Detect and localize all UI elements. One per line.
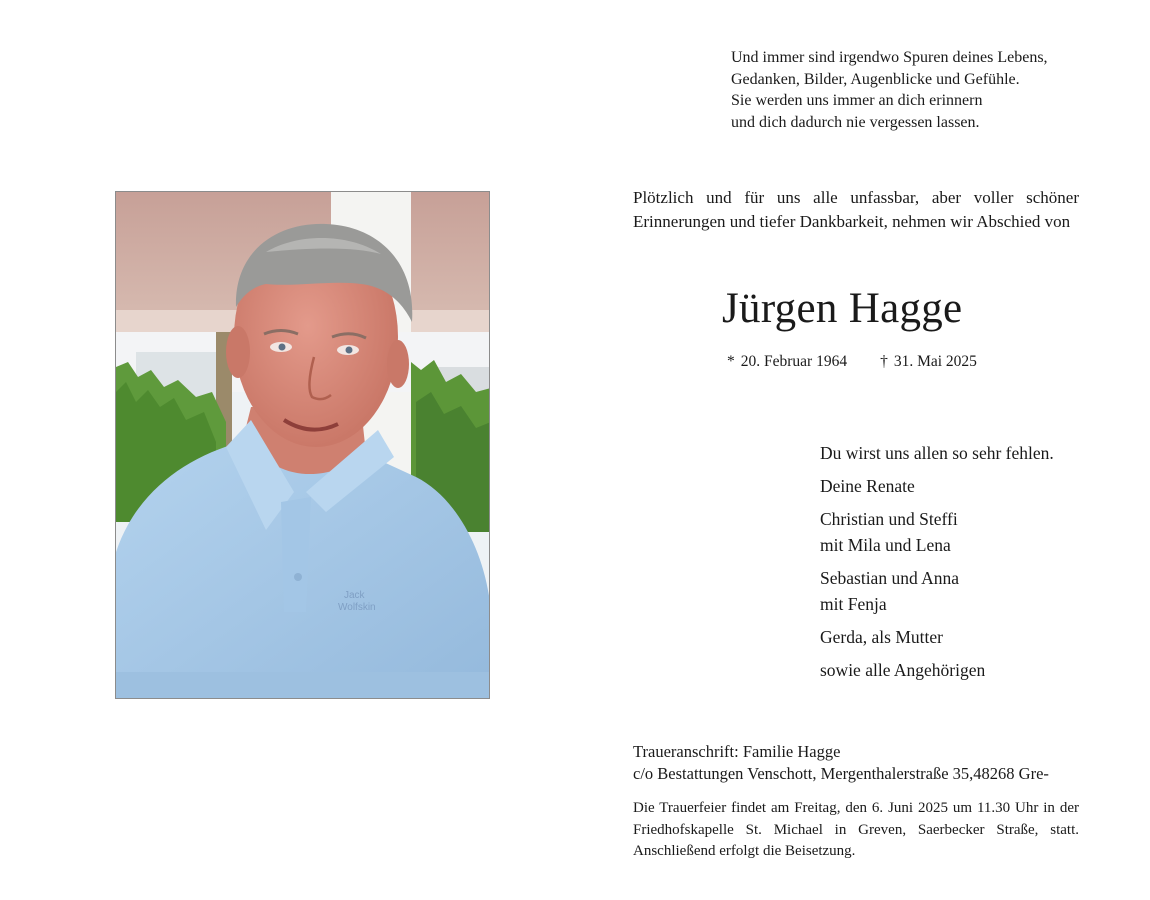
poem-line: und dich dadurch nie vergessen lassen. bbox=[731, 113, 980, 131]
family-line: sowie alle Angehörigen bbox=[820, 660, 986, 680]
family-farewell bbox=[820, 440, 1110, 466]
family-line: Deine Renate bbox=[820, 476, 915, 496]
deceased-name: Jürgen Hagge bbox=[722, 285, 963, 332]
death-date: 31. Mai 2025 bbox=[893, 353, 977, 370]
portrait-photo bbox=[115, 191, 490, 699]
family-list bbox=[820, 440, 1110, 690]
family-member bbox=[820, 657, 1110, 683]
birth-date: 20. Februar 1964 bbox=[740, 353, 848, 370]
shirt-logo-text: Wolfskin bbox=[338, 602, 376, 613]
address-line: Traueranschrift: Familie Hagge bbox=[633, 742, 841, 761]
family-member bbox=[820, 506, 1110, 558]
family-line: Gerda, als Mutter bbox=[820, 627, 943, 647]
portrait-illustration bbox=[116, 192, 490, 699]
family-line: mit Mila und Lena bbox=[820, 535, 951, 555]
family-line: Sebastian und Anna bbox=[820, 568, 960, 588]
family-member bbox=[820, 565, 1110, 617]
shirt-logo-text: Jack bbox=[344, 590, 365, 601]
life-dates bbox=[727, 352, 1087, 372]
family-line: mit Fenja bbox=[820, 594, 887, 614]
birth-symbol: * bbox=[727, 353, 735, 370]
address-line: c/o Bestattungen Venschott, Mergenthalerstraße 35,48268 Gre- bbox=[633, 764, 1049, 783]
poem-line: Und immer sind irgendwo Spuren deines Lebens, bbox=[731, 49, 1048, 66]
mourning-address bbox=[633, 741, 1103, 785]
family-member bbox=[820, 624, 1110, 650]
funeral-service-text: Die Trauerfeier findet am Freitag, den 6. Juni 2025 um 11.30 Uhr in der Friedhofskapelle St. Michael in Greven, Saerbecker Straße, statt. Anschließend erfolgt die Beisetzung. bbox=[633, 800, 1079, 859]
intro-text: Plötzlich und für uns alle unfassbar, aber voller schöner Erinnerungen und tiefer Dankbarkeit, nehmen wir Abschied von bbox=[633, 188, 1079, 231]
poem-line: Gedanken, Bilder, Augenblicke und Gefühle. bbox=[731, 70, 1020, 88]
death-cross-symbol: † bbox=[880, 353, 888, 370]
family-line: Du wirst uns allen so sehr fehlen. bbox=[820, 443, 1054, 463]
poem-line: Sie werden uns immer an dich erinnern bbox=[731, 92, 983, 109]
family-member bbox=[820, 473, 1110, 499]
poem bbox=[731, 47, 1111, 133]
family-line: Christian und Steffi bbox=[820, 509, 958, 529]
